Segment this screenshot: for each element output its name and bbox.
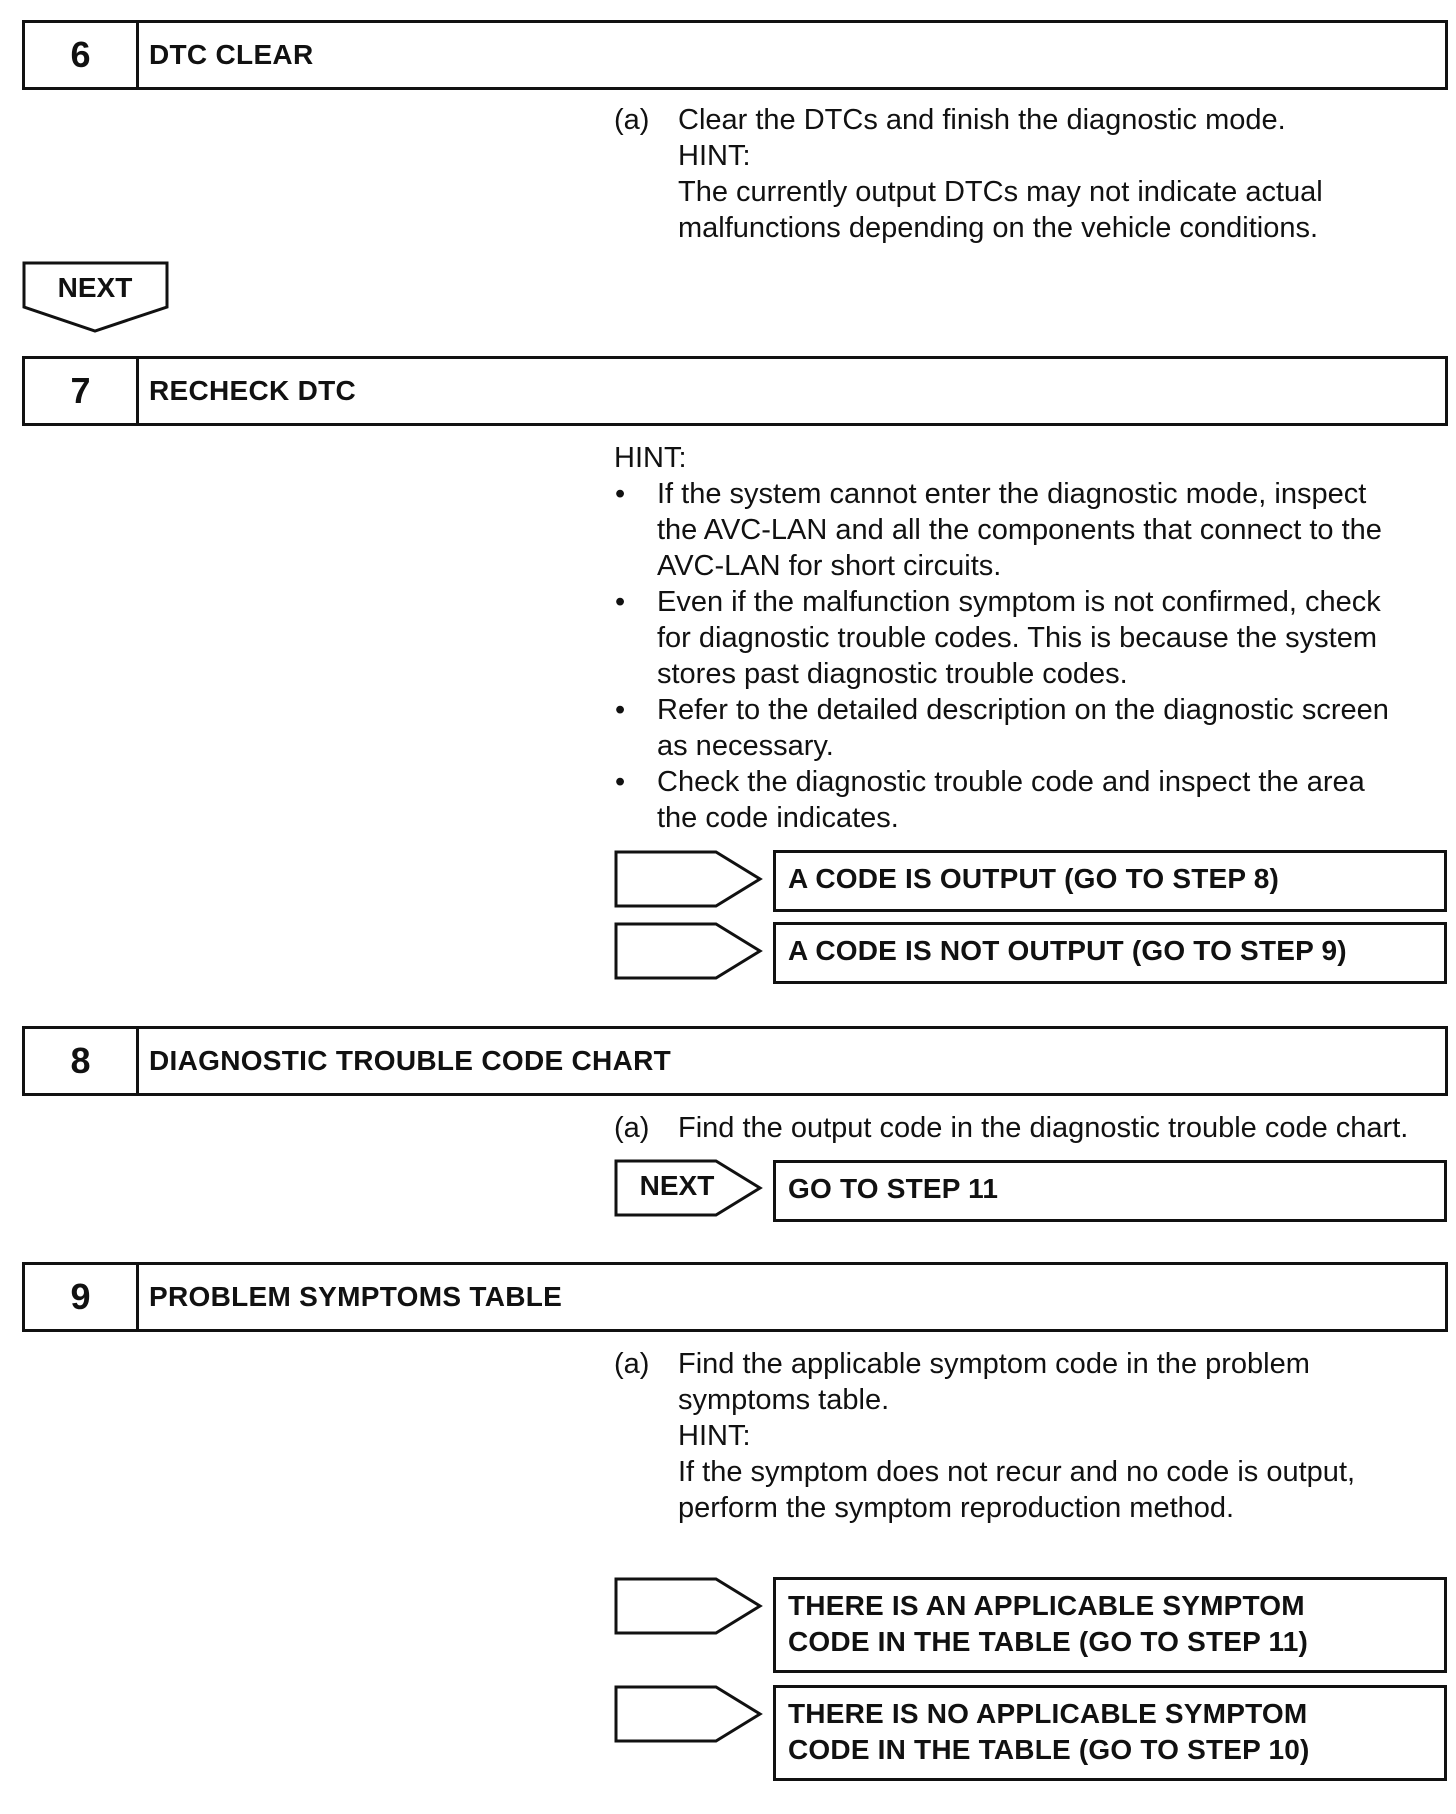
bullet-line: AVC-LAN for short circuits.	[657, 550, 1002, 582]
list-item	[612, 692, 1452, 764]
bullet-line: the code indicates.	[657, 802, 899, 834]
item-label: (a)	[614, 104, 650, 136]
bullet-icon: •	[615, 478, 626, 510]
result-line: CODE IN THE TABLE (GO TO STEP 11)	[788, 1626, 1309, 1657]
result-line: THERE IS NO APPLICABLE SYMPTOM	[788, 1698, 1308, 1729]
step-title: PROBLEM SYMPTOMS TABLE	[149, 1281, 563, 1312]
step-6-header	[22, 20, 1448, 90]
hint-label: HINT:	[614, 442, 687, 474]
bullet-icon: •	[615, 586, 626, 618]
item-label: (a)	[614, 1348, 650, 1380]
result-arrow-icon	[614, 850, 764, 908]
bullet-line: Refer to the detailed description on the diagnostic screen	[657, 694, 1389, 726]
bullet-line: stores past diagnostic trouble codes.	[657, 658, 1128, 690]
step-title: RECHECK DTC	[149, 375, 357, 406]
bullet-line: as necessary.	[657, 730, 834, 762]
step-title: DTC CLEAR	[149, 39, 314, 70]
item-text: symptoms table.	[678, 1384, 890, 1416]
step-8-header	[22, 1026, 1448, 1096]
next-label: NEXT	[639, 1170, 715, 1201]
result-arrow-icon	[614, 1577, 764, 1635]
hint-text: The currently output DTCs may not indicate actual	[678, 176, 1323, 208]
step-7-header	[22, 356, 1448, 426]
hint-text: If the symptom does not recur and no code is output,	[678, 1456, 1356, 1488]
hint-label: HINT:	[678, 1420, 751, 1452]
list-item	[612, 476, 1452, 584]
bullet-icon: •	[615, 766, 626, 798]
next-label: NEXT	[57, 272, 133, 303]
bullet-line: for diagnostic trouble codes. This is because the system	[657, 622, 1378, 654]
hint-text: perform the symptom reproduction method.	[678, 1492, 1235, 1524]
item-text: Find the applicable symptom code in the problem	[678, 1348, 1310, 1380]
item-text: Find the output code in the diagnostic trouble code chart.	[678, 1112, 1409, 1144]
result-box: GO TO STEP 11	[773, 1160, 1447, 1222]
bullet-line: Even if the malfunction symptom is not confirmed, check	[657, 586, 1381, 618]
step-number: 8	[25, 1029, 139, 1093]
item-label: (a)	[614, 1112, 650, 1144]
hint-label: HINT:	[678, 140, 751, 172]
result-line: THERE IS AN APPLICABLE SYMPTOM	[788, 1590, 1305, 1621]
bullet-line: If the system cannot enter the diagnostic mode, inspect	[657, 478, 1367, 510]
step-number: 7	[25, 359, 139, 423]
result-arrow-icon	[614, 1685, 764, 1743]
list-item	[612, 584, 1452, 692]
hint-bullet-list	[612, 476, 1452, 836]
bullet-line: Check the diagnostic trouble code and inspect the area	[657, 766, 1365, 798]
hint-text: malfunctions depending on the vehicle conditions.	[678, 212, 1319, 244]
bullet-line: the AVC-LAN and all the components that connect to the	[657, 514, 1382, 546]
result-arrow-icon	[614, 922, 764, 980]
step-9-header	[22, 1262, 1448, 1332]
item-text: Clear the DTCs and finish the diagnostic mode.	[678, 104, 1286, 136]
step-number: 9	[25, 1265, 139, 1329]
result-box	[773, 1685, 1447, 1781]
list-item	[612, 764, 1452, 836]
step-title: DIAGNOSTIC TROUBLE CODE CHART	[149, 1045, 672, 1076]
result-box: A CODE IS NOT OUTPUT (GO TO STEP 9)	[773, 922, 1447, 984]
result-box: A CODE IS OUTPUT (GO TO STEP 8)	[773, 850, 1447, 912]
result-line: CODE IN THE TABLE (GO TO STEP 10)	[788, 1734, 1310, 1765]
bullet-icon: •	[615, 694, 626, 726]
step-number: 6	[25, 23, 139, 87]
result-box	[773, 1577, 1447, 1673]
